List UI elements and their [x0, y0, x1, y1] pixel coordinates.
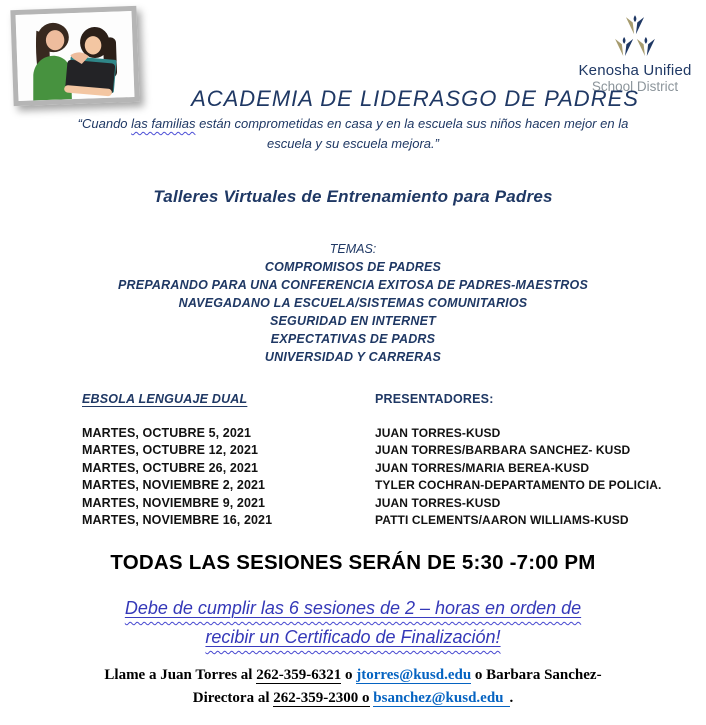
quote: [68, 114, 638, 154]
photo-illustration: [16, 11, 135, 101]
contact-text: .: [509, 690, 514, 706]
presenters-column: [375, 392, 690, 529]
dates-column: [82, 392, 375, 529]
quote-part1: “Cuando: [77, 116, 132, 131]
schedule-section: [82, 392, 690, 529]
tema-item: NAVEGADANO LA ESCUELA/SISTEMAS COMUNITARIOS: [178, 296, 528, 310]
presenters-column-heading: PRESENTADORES:: [375, 392, 494, 406]
session-presenter: JUAN TORRES/BARBARA SANCHEZ- KUSD: [375, 443, 631, 458]
sessions-time-heading: TODAS LAS SESIONES SERÁN DE 5:30 -7:00 PM: [110, 551, 596, 574]
tema-item: COMPROMISOS DE PADRES: [264, 260, 442, 274]
session-date: MARTES, OCTUBRE 12, 2021: [82, 443, 259, 458]
session-date: MARTES, OCTUBRE 5, 2021: [82, 426, 252, 440]
session-date: MARTES, NOVIEMBRE 9, 2021: [82, 495, 266, 510]
quote-misspelled-word: las familias: [131, 116, 196, 131]
temas-section: [0, 240, 706, 366]
quote-part2: están comprometidas en casa y en la escuela sus niños hacen mejor en la escuela y su escuela mejora.”: [195, 116, 629, 151]
temas-heading: TEMAS:: [329, 242, 377, 256]
logo-text-line2: School District: [591, 79, 679, 94]
dates-column-heading: EBSOLA LENGUAJE DUAL: [82, 392, 248, 406]
kusd-logo: [574, 14, 696, 94]
contact-text: Llame a Juan Torres al: [104, 667, 257, 683]
session-date: MARTES, NOVIEMBRE 2, 2021: [82, 478, 266, 493]
session-date: MARTES, OCTUBRE 26, 2021: [82, 460, 259, 475]
session-presenter: JUAN TORRES/MARIA BEREA-KUSD: [375, 460, 590, 475]
contact-line-2: [0, 687, 706, 710]
mother-daughter-photo: [10, 6, 139, 106]
tema-item: UNIVERSIDAD Y CARRERAS: [264, 350, 442, 364]
certificate-note-line1-wrap: [0, 594, 706, 623]
subtitle: Talleres Virtuales de Entrenamiento para Padres: [153, 187, 553, 206]
phone-number-2: 262-359-2300 o: [273, 690, 370, 706]
phone-number-1: 262-359-6321: [256, 667, 342, 683]
certificate-note-line2: recibir un Certificado de Finalización!: [205, 627, 501, 647]
session-presenter: PATTI CLEMENTS/AARON WILLIAMS-KUSD: [375, 513, 629, 528]
kusd-logo-icon: [606, 14, 664, 60]
certificate-note-line2-wrap: [0, 623, 706, 652]
tema-item: PREPARANDO PARA UNA CONFERENCIA EXITOSA DE PADRES-MAESTROS: [118, 278, 588, 292]
contact-line-1: [0, 664, 706, 687]
email-link-jtorres[interactable]: jtorres@kusd.edu: [356, 667, 472, 683]
tema-item: EXPECTATIVAS DE PADRS: [270, 332, 436, 346]
email-link-bsanchez[interactable]: bsanchez@kusd.edu: [373, 690, 509, 707]
certificate-note: [0, 594, 706, 652]
certificate-note-line1: Debe de cumplir las 6 sesiones de 2 – horas en orden de: [124, 598, 582, 618]
logo-text-line1: Kenosha Unified: [578, 62, 692, 79]
tema-item: SEGURIDAD EN INTERNET: [269, 314, 437, 328]
session-presenter: JUAN TORRES-KUSD: [375, 426, 501, 440]
session-presenter: JUAN TORRES-KUSD: [375, 495, 501, 510]
session-presenter: TYLER COCHRAN-DEPARTAMENTO DE POLICIA.: [375, 478, 662, 493]
contact-text: Directora al: [192, 690, 274, 706]
contact-info: [0, 664, 706, 710]
contact-text: o Barbara Sanchez-: [471, 667, 602, 683]
session-date: MARTES, NOVIEMBRE 16, 2021: [82, 513, 273, 528]
contact-text: o: [341, 667, 357, 683]
flyer-title: ACADEMIA DE LIDERASGO DE PADRES: [191, 86, 639, 111]
